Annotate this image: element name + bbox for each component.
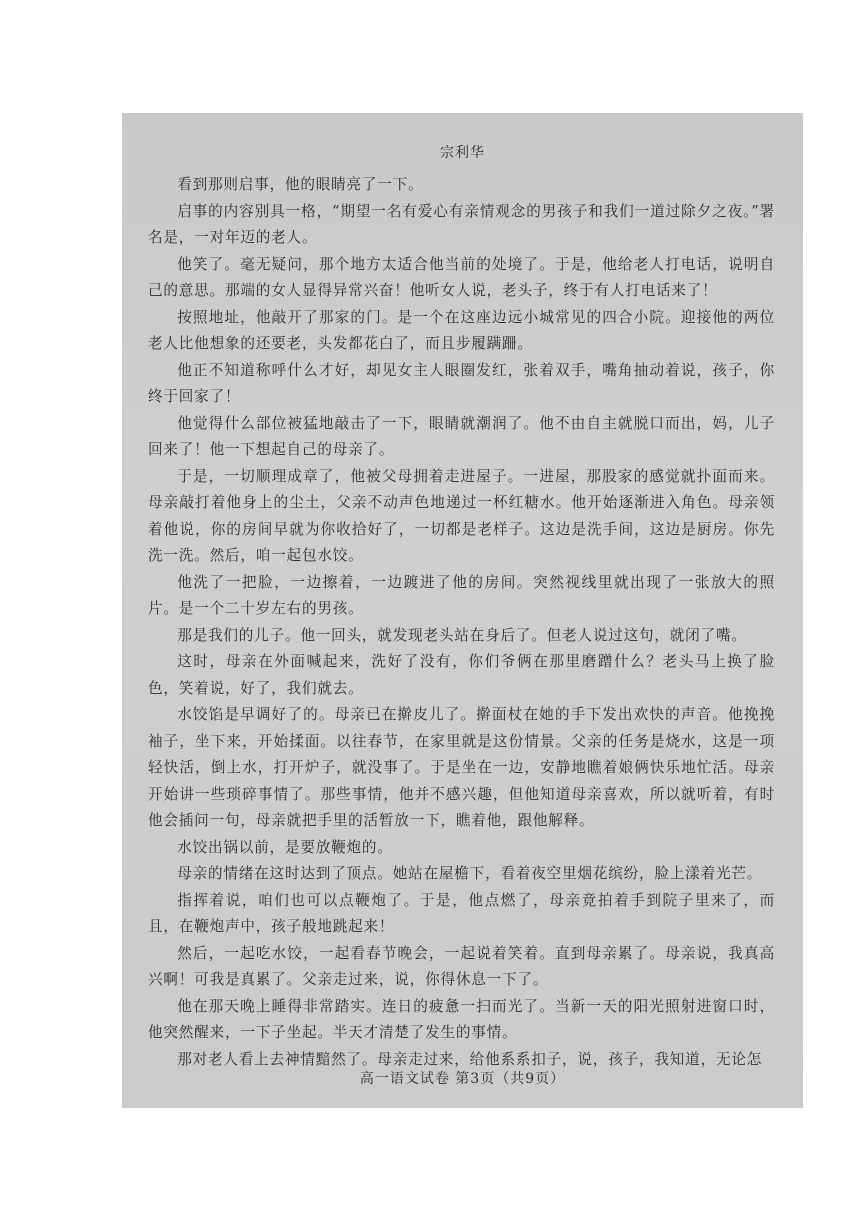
story-body (148, 172, 775, 1073)
paragraph: 他洗了一把脸，一边擦着，一边踱进了他的房间。突然视线里就出现了一张放大的照片。是一个二十岁左右的男孩。 (148, 573, 775, 617)
paragraph: 那对老人看上去神情黯然了。母亲走过来，给他系系扣子，说，孩子，我知道，无论怎 (177, 1050, 763, 1068)
paragraph: 他在那天晚上睡得非常踏实。连日的疲惫一扫而光了。当新一天的阳光照射进窗口时，他突然醒来，一下子坐起。半天才清楚了发生的事情。 (148, 997, 775, 1041)
paragraph: 水饺馅是早调好了的。母亲已在擀皮儿了。擀面杖在她的手下发出欢快的声音。他挽挽袖子，坐下来，开始揉面。以往春节，在家里就是这份情景。父亲的任务是烧水，这是一项轻快活，倒上水，打开炉子，就没事了。于是坐在一边，安静地瞧着娘俩快乐地忙活。母亲开始讲一些琐碎事情了。那些事情，他并不感兴趣，但他知道母亲喜欢，所以就听着，有时他会插问一句，母亲就把手里的活暂放一下，瞧着他，跟他解释。 (148, 706, 775, 829)
paragraph: 启事的内容别具一格，“期望一名有爱心有亲情观念的男孩子和我们一道过除夕之夜。”署名是，一对年迈的老人。 (148, 202, 775, 246)
paragraph: 于是，一切顺理成章了，他被父母拥着走进屋子。一进屋，那股家的感觉就扑面而来。母亲敲打着他身上的尘土，父亲不动声色地递过一杯红糖水。他开始逐渐进入角色。母亲领着他说，你的房间早就为你收拾好了，一切都是老样子。这边是洗手间，这边是厨房。你先洗一洗。然后，咱一起包水饺。 (148, 467, 775, 564)
paragraph: 母亲的情绪在这时达到了顶点。她站在屋檐下，看着夜空里烟花缤纷，脸上漾着光芒。 (177, 865, 763, 882)
page-footer: 高一语文试卷 第3页（共9页） (359, 1071, 566, 1087)
paragraph: 那是我们的儿子。他一回头，就发现老头站在身后了。但老人说过这句，就闭了嘴。 (177, 626, 747, 644)
paragraph: 指挥着说，咱们也可以点鞭炮了。于是，他点燃了，母亲竟拍着手到院子里来了，而且，在鞭炮声中，孩子般地跳起来！ (148, 891, 775, 935)
paragraph: 然后，一起吃水饺，一起看春节晚会，一起说着笑着。直到母亲累了。母亲说，我真高兴啊！可我是真累了。父亲走过来，说，你得休息一下了。 (148, 944, 775, 988)
author-name: 宗利华 (440, 145, 485, 161)
paragraph: 水饺出锅以前，是要放鞭炮的。 (177, 838, 393, 856)
scanned-exam-page (122, 113, 803, 1108)
paragraph: 他笑了。毫无疑问，那个地方太适合他当前的处境了。于是，他给老人打电话，说明自己的意思。那端的女人显得异常兴奋！他听女人说，老头子，终于有人打电话来了！ (148, 255, 775, 299)
paragraph: 他觉得什么部位被猛地敲击了一下，眼睛就潮润了。他不由自主就脱口而出，妈，儿子回来了！他一下想起自己的母亲了。 (148, 414, 775, 458)
paragraph: 他正不知道称呼什么才好，却见女主人眼圈发红，张着双手，嘴角抽动着说，孩子，你终于回家了！ (148, 361, 775, 405)
paragraph: 按照地址，他敲开了那家的门。是一个在这座边远小城常见的四合小院。迎接他的两位老人比他想象的还要老，头发都花白了，而且步履蹒跚。 (148, 308, 775, 352)
paragraph: 看到那则启事，他的眼睛亮了一下。 (177, 176, 424, 193)
paragraph: 这时，母亲在外面喊起来，洗好了没有，你们爷俩在那里磨蹭什么？老头马上换了脸色，笑着说，好了，我们就去。 (148, 653, 775, 697)
